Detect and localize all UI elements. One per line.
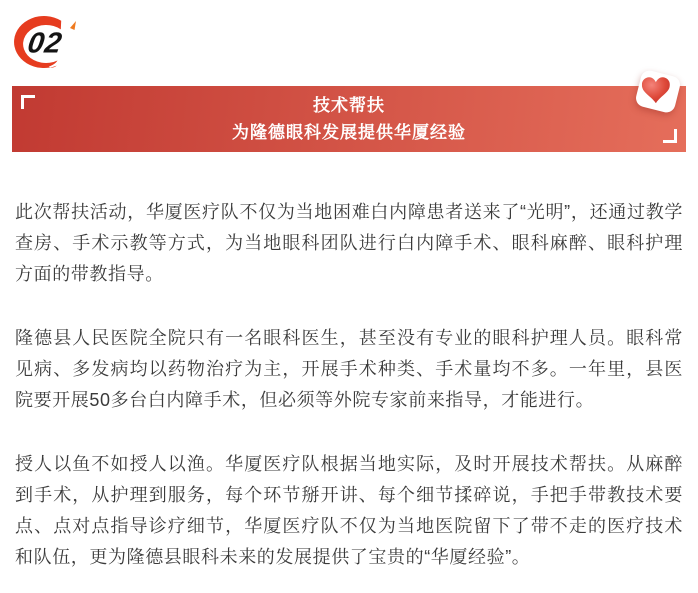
paragraph-2: 隆德县人民医院全院只有一名眼科医生，甚至没有专业的眼科护理人员。眼科常见病、多发病均以药物治疗为主，开展手术种类、手术量均不多。一年里，县医院要开展50多台白内障手术，但必须等外院专家前来指导，才能进行。	[15, 328, 683, 410]
article-body	[0, 152, 698, 593]
section-number-badge	[10, 12, 82, 70]
heart-sticker	[634, 69, 682, 115]
banner-title-line2: 为隆德眼科发展提供华厦经验	[232, 123, 466, 142]
banner-title-line1: 技术帮扶	[313, 96, 385, 115]
corner-bracket-bottom-right-icon	[663, 129, 677, 143]
section-title-banner	[12, 86, 686, 152]
paragraph-3: 授人以鱼不如授人以渔。华厦医疗队根据当地实际，及时开展技术帮扶。从麻醉到手术，从护理到服务，每个环节掰开讲、每个细节揉碎说，手把手带教技术要点、点对点指导诊疗细节，华厦医疗队不仅为当地医院留下了带不走的医疗技术和队伍，更为隆德县眼科未来的发展提供了宝贵的“华厦经验”。	[15, 454, 683, 567]
section-number: 02	[24, 27, 65, 60]
paragraph-1: 此次帮扶活动，华厦医疗队不仅为当地困难白内障患者送来了“光明”，还通过教学查房、手术示教等方式，为当地眼科团队进行白内障手术、眼科麻醉、眼科护理方面的带教指导。	[15, 202, 683, 284]
corner-bracket-top-left-icon	[21, 95, 35, 109]
heart-icon	[642, 77, 670, 103]
